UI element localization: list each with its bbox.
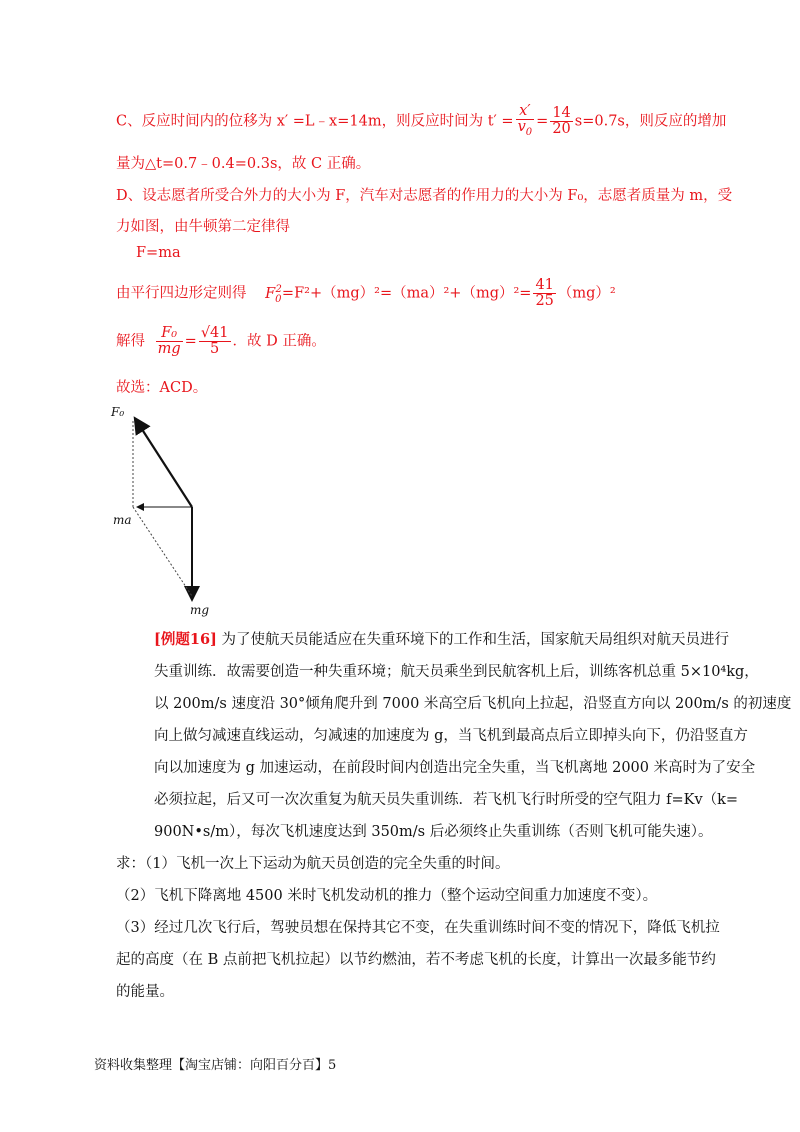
f0-squared-symbol: $F_0^2$ [265, 283, 282, 305]
question-3-line2: 起的高度（在 B 点前把飞机拉起）以节约燃油，若不考虑飞机的长度，计算出一次最多能节约 [116, 952, 716, 968]
f0-vector [136, 420, 192, 507]
c-fraction-14-20: $\frac{14}{20}$ [552, 104, 571, 137]
label-f0: F₀ [111, 405, 125, 419]
example-tag: [例题16] [154, 631, 217, 648]
fraction-41-25: $\frac{41}{25}$ [535, 277, 554, 310]
label-ma: ma [113, 513, 132, 527]
question-1: 求：（1）飞机一次上下运动为航天员创造的完全失重的时间。 [116, 856, 510, 872]
example-line1: [例题16] 为了使航天员能适应在失重环境下的工作和生活，国家航天局组织对航天员进行 [154, 631, 730, 648]
solution-d-line1: D、设志愿者所受合外力的大小为 F，汽车对志愿者的作用力的大小为 F₀，志愿者质量为 m，受 [116, 188, 733, 204]
force-diagram [108, 400, 218, 618]
question-2: （2）飞机下降离地 4500 米时飞机发动机的推力（整个运动空间重力加速度不变）。 [116, 888, 658, 904]
question-3-line1: （3）经过几次飞行后，驾驶员想在保持其它不变，在失重训练时间不变的情况下，降低飞机拉 [116, 920, 720, 936]
question-3-line3: 的能量。 [116, 984, 174, 1000]
example-line2: 失重训练．故需要创造一种失重环境；航天员乘坐到民航客机上后，训练客机总重 5×10⁴kg， [154, 664, 759, 680]
fraction-f0-mg: $\frac{\text{F₀}}{mg}$ [157, 325, 181, 358]
example-line7: 900N•s/m），每次飞机速度达到 350m/s 后必须终止失重训练（否则飞机可能失速）。 [154, 824, 713, 840]
solution-c-line1: C、反应时间内的位移为 x′ =L﹣x=14m，则反应时间为 t′ = $\frac{x'}{v_0}$ = $\frac{14}{20}$ s=0.7s，则反应的增加 [116, 103, 727, 139]
newton-equation: F=ma [136, 245, 181, 261]
example-line3: 以 200m/s 速度沿 30°倾角爬升到 7000 米高空后飞机向上拉起，沿竖直方向以 200m/s 的初速度 [154, 696, 792, 712]
solve-equation: 解得 $\frac{\text{F₀}}{mg}$ = $\frac{√41}{5}$ ．故 D 正确。 [116, 325, 326, 358]
dashed-diagonal [133, 507, 192, 596]
answer-line: 故选：ACD。 [116, 380, 208, 396]
example-line4: 向上做匀减速直线运动，匀减速的加速度为 g，当飞机到最高点后立即掉头向下，仍沿竖直方 [154, 728, 748, 744]
solution-d-line2: 力如图，由牛顿第二定律得 [116, 219, 290, 235]
example-line6: 必须拉起，后又可一次次重复为航天员失重训练．若飞机飞行时所受的空气阻力 f=Kv（k= [154, 792, 739, 808]
c-fraction-xv: $\frac{x'}{v_0}$ [517, 103, 533, 139]
fraction-sqrt41-5: $\frac{√41}{5}$ [200, 325, 229, 358]
label-mg: mg [190, 603, 210, 617]
example-line5: 向以加速度为 g 加速运动，在前段时间内创造出完全失重，当飞机离地 2000 米高时为了安全 [154, 760, 756, 776]
parallelogram-equation: 由平行四边形定则得 $F_0^2=F^2+(mg)^2=(ma)^2+(mg)^2=$ $\frac{41}{25}$ （mg）² [116, 277, 616, 310]
solution-c-line2: 量为△t=0.7﹣0.4=0.3s，故 C 正确。 [116, 156, 371, 172]
page-footer: 资料收集整理【淘宝店铺：向阳百分百】5 [94, 1058, 337, 1073]
